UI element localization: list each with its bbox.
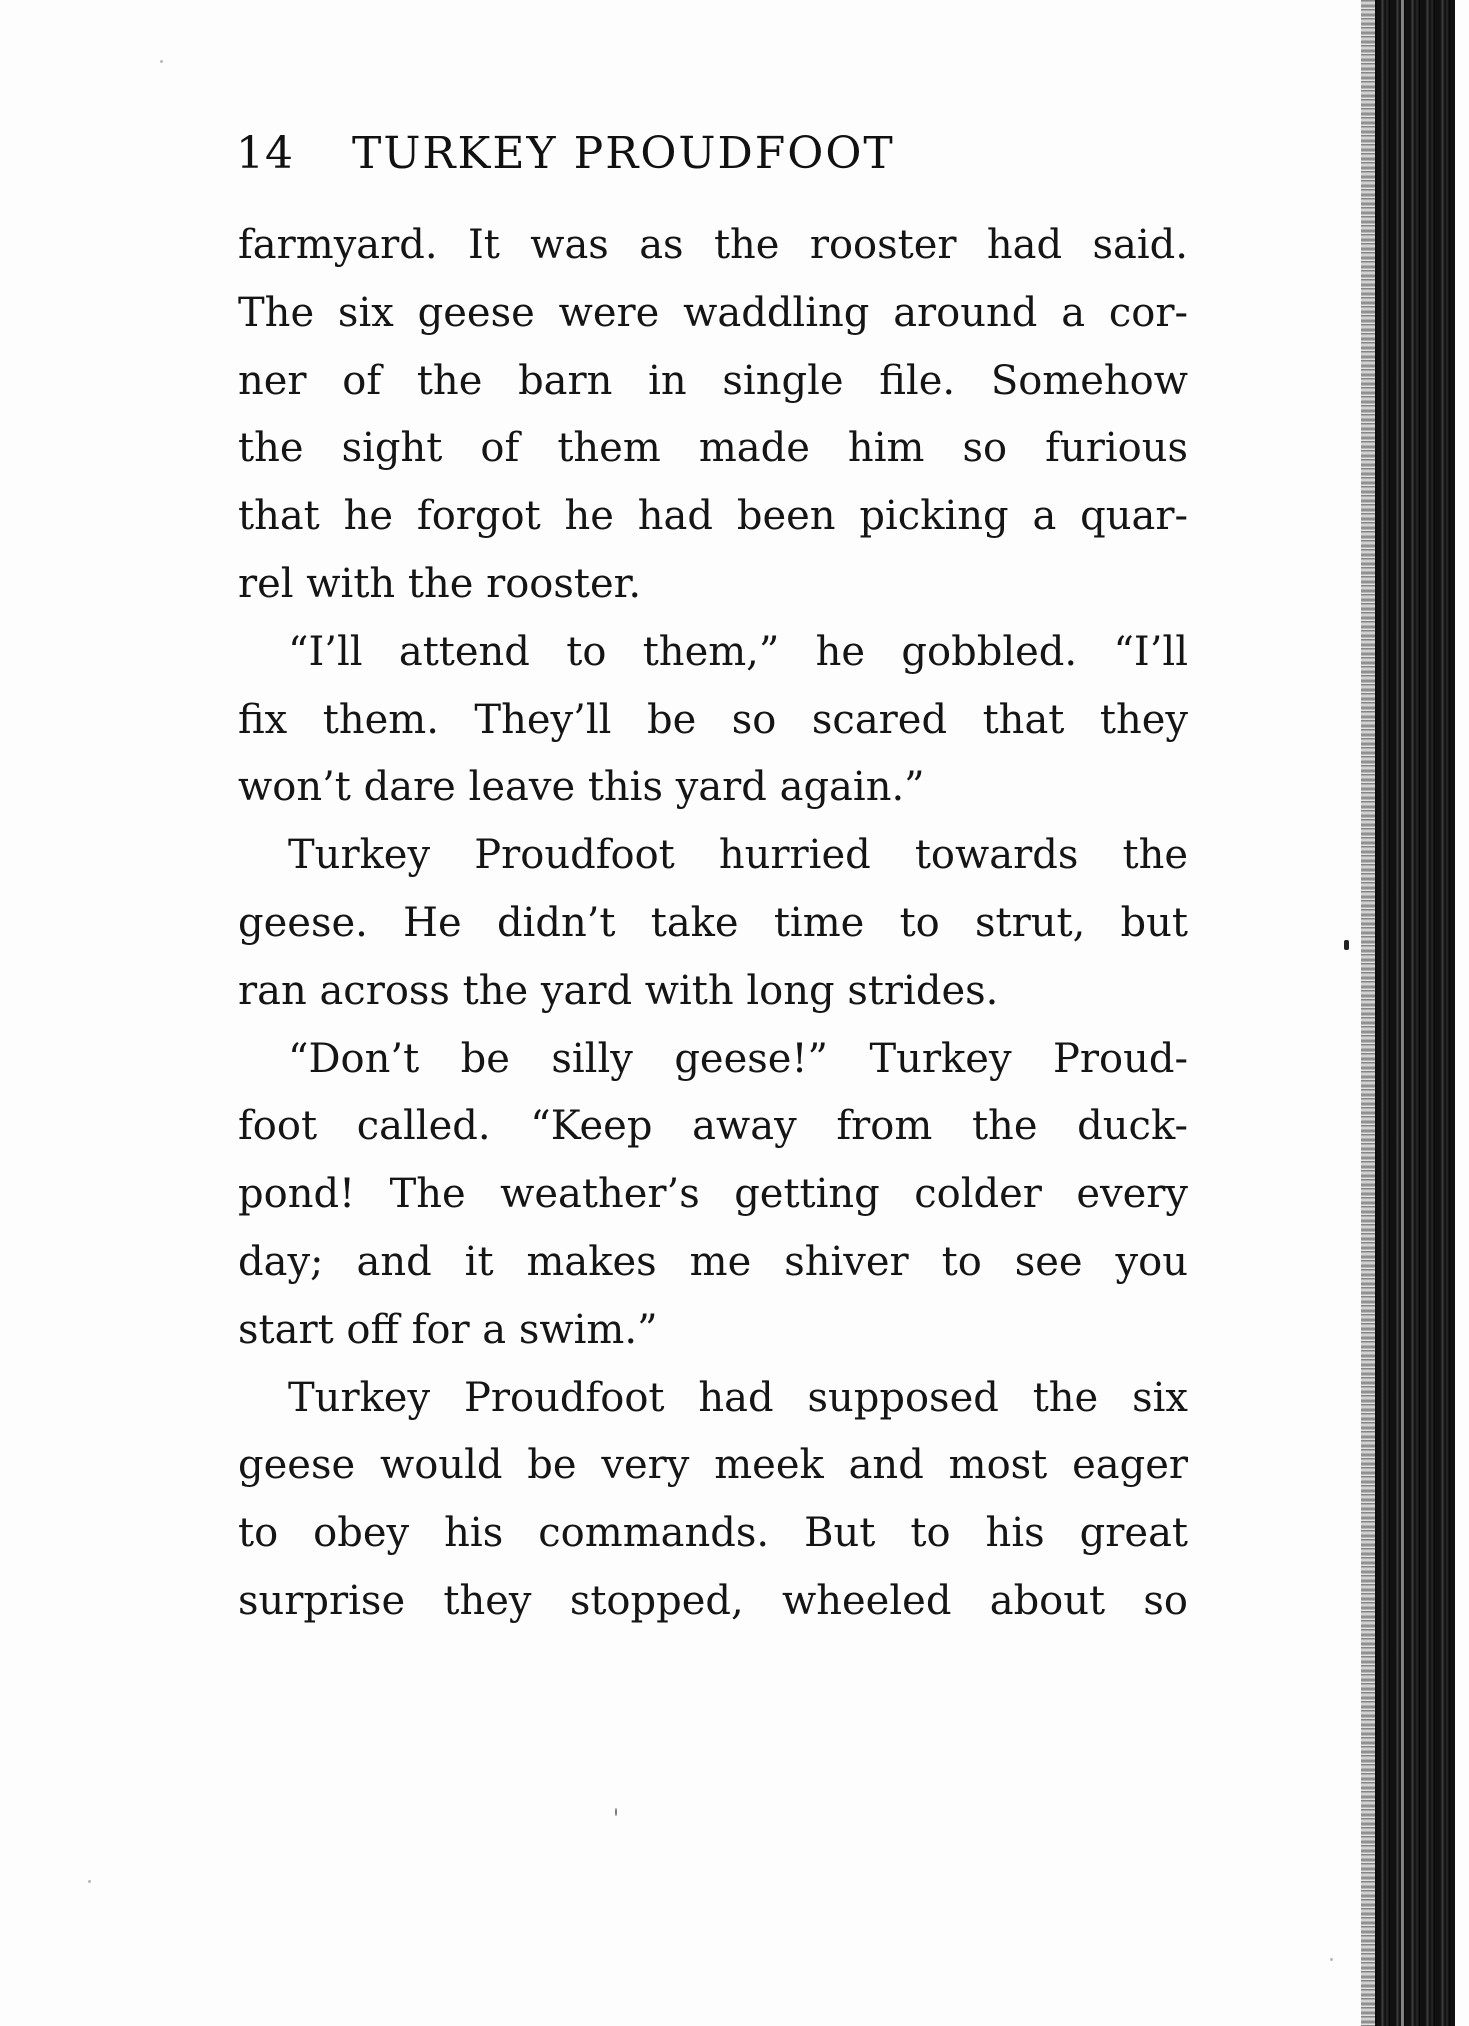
book-binding-edge [1375, 0, 1455, 2026]
text-line: pond! The weather’s getting colder every [238, 1171, 1188, 1218]
body-text [238, 212, 1188, 1636]
margin-ink-mark [1344, 940, 1349, 950]
paper-speck [1330, 1958, 1333, 1961]
paper-speck [88, 1880, 91, 1883]
text-line: that he forgot he had been picking a quar- [238, 493, 1188, 540]
text-line: “Don’t be silly geese!” Turkey Proud- [288, 1035, 1188, 1082]
running-head [236, 128, 895, 192]
text-line: ner of the barn in single file. Somehow [238, 357, 1188, 404]
text-line: to obey his commands. But to his great [238, 1510, 1188, 1557]
text-line: fix them. They’ll be so scared that they [238, 696, 1188, 743]
text-line: the sight of them made him so furious [238, 425, 1188, 472]
book-title: TURKEY PROUDFOOT [352, 128, 895, 179]
text-line: day; and it makes me shiver to see you [238, 1238, 1188, 1285]
text-line: geese. He didn’t take time to strut, but [238, 899, 1188, 946]
text-line: The six geese were waddling around a cor- [238, 289, 1188, 336]
page-number: 14 [236, 128, 294, 179]
text-line: Turkey Proudfoot hurried towards the [288, 832, 1188, 879]
text-line: “I’ll attend to them,” he gobbled. “I’ll [288, 628, 1188, 675]
text-line: farmyard. It was as the rooster had said. [238, 222, 1188, 268]
text-line: Turkey Proudfoot had supposed the six [288, 1374, 1188, 1421]
text-line: foot called. “Keep away from the duck- [238, 1103, 1188, 1150]
text-line: ran across the yard with long strides. [238, 967, 999, 1014]
paper-speck [160, 60, 163, 63]
text-line: won’t dare leave this yard again.” [238, 764, 925, 811]
text-line: surprise they stopped, wheeled about so [238, 1577, 1188, 1624]
text-line: start off for a swim.” [238, 1306, 658, 1353]
text-line: rel with the rooster. [238, 560, 642, 607]
paper-speck [615, 1808, 617, 1816]
text-line: geese would be very meek and most eager [238, 1442, 1188, 1489]
